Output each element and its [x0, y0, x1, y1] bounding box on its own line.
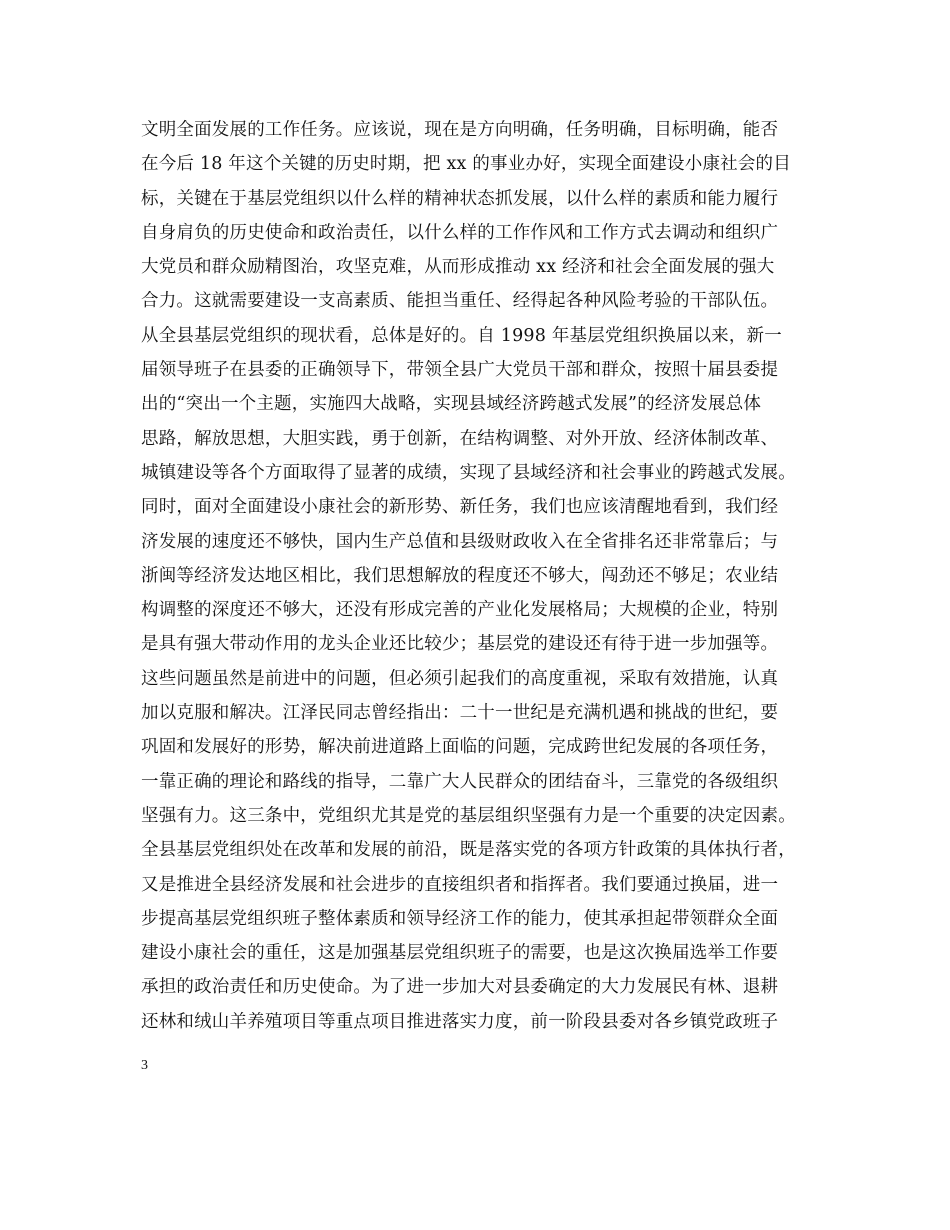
text-line: 出的“突出一个主题，实施四大战略，实现县域经济跨越式发展”的经济发展总体 — [141, 394, 762, 415]
text-line: 是具有强大带动作用的龙头企业还比较少；基层党的建设还有待于进一步加强等。 — [141, 634, 779, 655]
page-number: 3 — [141, 1058, 148, 1073]
text-line: 又是推进全县经济发展和社会进步的直接组织者和指挥者。我们要通过换届，进一 — [141, 874, 779, 895]
text-line: 构调整的深度还不够大，还没有形成完善的产业化发展格局；大规模的企业，特别 — [141, 600, 779, 621]
text-line: 城镇建设等各个方面取得了显著的成绩，实现了县域经济和社会事业的跨越式发展。 — [141, 462, 796, 483]
text-line: 同时，面对全面建设小康社会的新形势、新任务，我们也应该清醒地看到，我们经 — [141, 497, 779, 518]
text-line: 在今后 18 年这个关键的历史时期，把 xx 的事业办好，实现全面建设小康社会的目 — [141, 154, 791, 175]
text-line: 一靠正确的理论和路线的指导，二靠广大人民群众的团结奋斗，三靠党的各级组织 — [141, 771, 779, 792]
text-line: 文明全面发展的工作任务。应该说，现在是方向明确，任务明确，目标明确，能否 — [141, 120, 779, 140]
body-text — [141, 113, 821, 1039]
text-line: 建设小康社会的重任，这是加强基层党组织班子的需要，也是这次换届选举工作要 — [141, 943, 779, 964]
text-line: 承担的政治责任和历史使命。为了进一步加大对县委确定的大力发展民有林、退耕 — [141, 977, 779, 998]
text-line: 坚强有力。这三条中，党组织尤其是党的基层组织坚强有力是一个重要的决定因素。 — [141, 805, 796, 826]
text-line: 加以克服和解决。江泽民同志曾经指出：二十一世纪是充满机遇和挑战的世纪，要 — [141, 703, 779, 724]
text-line: 合力。这就需要建设一支高素质、能担当重任、经得起各种风险考验的干部队伍。 — [141, 291, 779, 312]
text-line: 济发展的速度还不够快，国内生产总值和县级财政收入在全省排名还非常靠后；与 — [141, 531, 779, 552]
text-line: 浙闽等经济发达地区相比，我们思想解放的程度还不够大，闯劲还不够足；农业结 — [141, 565, 779, 586]
text-line: 全县基层党组织处在改革和发展的前沿，既是落实党的各项方针政策的具体执行者， — [141, 840, 796, 861]
text-line: 大党员和群众励精图治，攻坚克难，从而形成推动 xx 经济和社会全面发展的强大 — [141, 257, 775, 278]
text-line: 从全县基层党组织的现状看，总体是好的。自 1998 年基层党组织换届以来，新一 — [141, 325, 782, 346]
text-line: 自身肩负的历史使命和政治责任，以什么样的工作作风和工作方式去调动和组织广 — [141, 222, 779, 243]
text-line: 思路，解放思想，大胆实践，勇于创新，在结构调整、对外开放、经济体制改革、 — [141, 428, 779, 449]
text-line: 巩固和发展好的形势，解决前进道路上面临的问题，完成跨世纪发展的各项任务， — [141, 737, 779, 758]
text-line: 步提高基层党组织班子整体素质和领导经济工作的能力，使其承担起带领群众全面 — [141, 908, 779, 929]
text-line: 标，关键在于基层党组织以什么样的精神状态抓发展，以什么样的素质和能力履行 — [141, 188, 779, 209]
text-line: 届领导班子在县委的正确领导下，带领全县广大党员干部和群众，按照十届县委提 — [141, 360, 779, 381]
text-line: 还林和绒山羊养殖项目等重点项目推进落实力度，前一阶段县委对各乡镇党政班子 — [141, 1011, 779, 1032]
text-line: 这些问题虽然是前进中的问题，但必须引起我们的高度重视，采取有效措施，认真 — [141, 668, 779, 689]
